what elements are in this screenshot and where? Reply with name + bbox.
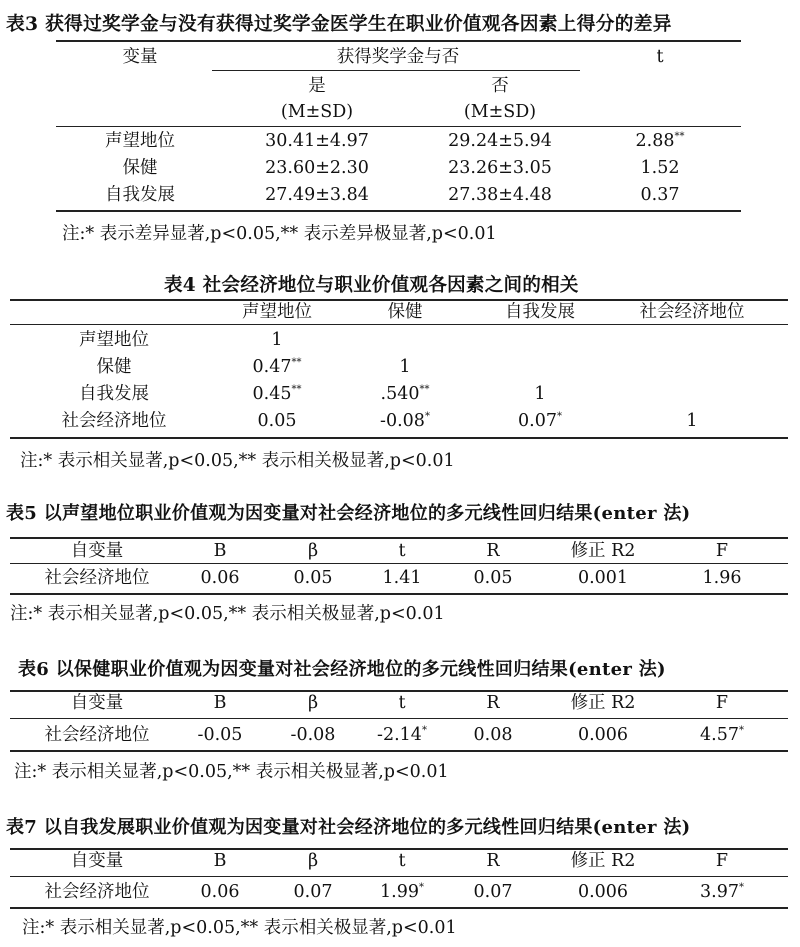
table6-note: 注:* 表示相关显著,p<0.05,** 表示相关极显著,p<0.01: [14, 762, 449, 782]
table7-cell-beta: 0.07: [293, 882, 333, 902]
table5-bottom-rule: [10, 593, 788, 595]
table4-top-rule: [10, 299, 788, 301]
significance-marker: *: [421, 725, 427, 737]
table3-cell-t: [641, 160, 680, 178]
table3-top-rule: [56, 40, 741, 42]
table4-cell: [271, 332, 282, 350]
table3-header-stat-yes: (M±SD): [280, 102, 354, 122]
t-value: 1.99: [380, 882, 419, 902]
table5-row-label: 社会经济地位: [44, 568, 150, 588]
table4-header-col: 保健: [387, 302, 423, 322]
table3-header-t: t: [656, 47, 664, 67]
table6-cell-beta: -0.08: [290, 725, 336, 745]
corr-value: -0.08: [380, 411, 425, 431]
table4-row-label: 社会经济地位: [61, 411, 167, 431]
table6-header-col: R: [486, 693, 500, 713]
table3-header-group: 获得奖学金与否: [336, 47, 460, 67]
table3-group-rule: [212, 70, 580, 71]
significance-marker: *: [738, 882, 744, 894]
table6-bottom-rule: [10, 750, 788, 752]
table6-header-rule: [10, 718, 788, 719]
table5-cell-t: [383, 570, 422, 588]
table4-bottom-rule: [10, 437, 788, 439]
table4-cell: [253, 386, 302, 404]
table4-title: 表4 社会经济地位与职业价值观各因素之间的相关: [164, 275, 579, 296]
table3-bottom-rule: [56, 210, 741, 212]
table7-header-rule: [10, 876, 788, 877]
table3-header-yes: 是: [308, 76, 326, 96]
corr-value: 1: [534, 384, 546, 404]
significance-marker: *: [556, 411, 562, 423]
table3-row-label: 声望地位: [105, 131, 175, 151]
corr-value: 1: [271, 330, 283, 350]
table4-row-label: 保健: [96, 357, 132, 377]
table4-note: 注:* 表示相关显著,p<0.05,** 表示相关极显著,p<0.01: [20, 451, 455, 471]
table5-cell-B: 0.06: [200, 568, 240, 588]
t-value: 2.88: [635, 131, 675, 151]
table5-header-col: F: [715, 541, 729, 561]
f-value: 3.97: [700, 882, 739, 902]
table7-top-rule: [10, 848, 788, 850]
table3-cell-t: [636, 133, 685, 151]
significance-marker: *: [738, 725, 744, 737]
table6-header-col: B: [213, 693, 227, 713]
table6-cell-F: [700, 727, 744, 745]
t-value: -2.14: [377, 725, 422, 745]
table5-cell-beta: 0.05: [293, 568, 333, 588]
table7-row-label: 社会经济地位: [44, 882, 150, 902]
table3-title: 表3 获得过奖学金与没有获得过奖学金医学生在职业价值观各因素上得分的差异: [6, 13, 672, 35]
table7-header-col: 修正 R2: [570, 851, 636, 871]
table3-header-rule: [56, 126, 741, 127]
corr-value: 0.47: [252, 357, 292, 377]
table5-cell-R: 0.05: [473, 568, 513, 588]
table5-cell-F: [703, 570, 742, 588]
table4-cell: [686, 413, 697, 431]
table4-header-rule: [10, 324, 788, 325]
table6-cell-R: 0.08: [473, 725, 513, 745]
table7-title: 表7 以自我发展职业价值观为因变量对社会经济地位的多元线性回归结果(enter 法): [6, 817, 691, 838]
table4-cell: [258, 413, 297, 431]
corr-value: 1: [686, 411, 698, 431]
table7-cell-B: 0.06: [200, 882, 240, 902]
corr-value: 1: [399, 357, 411, 377]
table6-cell-B: -0.05: [197, 725, 243, 745]
table4-header-col: 社会经济地位: [639, 302, 745, 322]
table5-header-col: R: [486, 541, 500, 561]
table5-header-col: β: [307, 541, 319, 561]
corr-value: 0.45: [252, 384, 292, 404]
table4-row-label: 自我发展: [79, 384, 149, 404]
table4-cell: [399, 359, 410, 377]
table5-title: 表5 以声望地位职业价值观为因变量对社会经济地位的多元线性回归结果(enter 法): [6, 503, 691, 524]
table7-header-col: B: [213, 851, 227, 871]
table3-cell-yes: 27.49±3.84: [265, 185, 369, 205]
table3-cell-no: 27.38±4.48: [448, 185, 552, 205]
table4-row-label: 声望地位: [79, 330, 149, 350]
table3-cell-yes: 23.60±2.30: [265, 158, 369, 178]
table6-cell-R2: 0.006: [577, 725, 629, 745]
table6-header-col: β: [307, 693, 319, 713]
t-value: 0.37: [640, 185, 680, 205]
table5-header-col: 自变量: [70, 541, 124, 561]
table6-header-col: 修正 R2: [570, 693, 636, 713]
table4-header-col: 自我发展: [505, 302, 575, 322]
table6-title: 表6 以保健职业价值观为因变量对社会经济地位的多元线性回归结果(enter 法): [18, 659, 666, 680]
table3-note: 注:* 表示差异显著,p<0.05,** 表示差异极显著,p<0.01: [62, 224, 497, 244]
table6-row-label: 社会经济地位: [44, 725, 150, 745]
table3-header-variable: 变量: [122, 47, 158, 67]
table4-cell: [380, 413, 430, 431]
significance-marker: **: [419, 384, 430, 396]
table6-header-col: 自变量: [70, 693, 124, 713]
table6-cell-t: [377, 727, 427, 745]
table7-header-col: t: [398, 851, 406, 871]
table4-cell: [518, 413, 562, 431]
table3-cell-t: [641, 187, 680, 205]
table7-header-col: R: [486, 851, 500, 871]
corr-value: .540: [380, 384, 420, 404]
table4-cell: [381, 386, 430, 404]
significance-marker: **: [674, 131, 685, 143]
f-value: 4.57: [700, 725, 739, 745]
t-value: 1.41: [382, 568, 422, 588]
table7-cell-F: [700, 884, 744, 902]
corr-value: 0.07: [518, 411, 557, 431]
table5-cell-R2: 0.001: [577, 568, 629, 588]
table7-header-col: 自变量: [70, 851, 124, 871]
table6-top-rule: [10, 690, 788, 692]
significance-marker: **: [291, 357, 302, 369]
t-value: 1.52: [640, 158, 680, 178]
significance-marker: *: [424, 411, 430, 423]
corr-value: 0.05: [257, 411, 297, 431]
table3-header-no: 否: [491, 76, 509, 96]
table5-top-rule: [10, 537, 788, 539]
table6-header-col: F: [715, 693, 729, 713]
table7-header-col: F: [715, 851, 729, 871]
table5-header-rule: [10, 563, 788, 564]
table4-cell: [534, 386, 545, 404]
f-value: 1.96: [702, 568, 742, 588]
table3-cell-no: 23.26±3.05: [448, 158, 552, 178]
table5-header-col: 修正 R2: [570, 541, 636, 561]
table7-cell-t: [380, 884, 424, 902]
table5-note: 注:* 表示相关显著,p<0.05,** 表示相关极显著,p<0.01: [10, 604, 445, 624]
table4-cell: [253, 359, 302, 377]
table3-header-stat-no: (M±SD): [463, 102, 537, 122]
table7-header-col: β: [307, 851, 319, 871]
table3-row-label: 保健: [122, 158, 158, 178]
table7-cell-R2: 0.006: [577, 882, 629, 902]
table5-header-col: B: [213, 541, 227, 561]
significance-marker: *: [418, 882, 424, 894]
table3-cell-no: 29.24±5.94: [448, 131, 552, 151]
table3-cell-yes: 30.41±4.97: [265, 131, 369, 151]
significance-marker: **: [291, 384, 302, 396]
table4-header-col: 声望地位: [242, 302, 312, 322]
table7-cell-R: 0.07: [473, 882, 513, 902]
table3-row-label: 自我发展: [105, 185, 175, 205]
table6-header-col: t: [398, 693, 406, 713]
table7-bottom-rule: [10, 907, 788, 909]
table7-note: 注:* 表示相关显著,p<0.05,** 表示相关极显著,p<0.01: [22, 918, 457, 938]
table5-header-col: t: [398, 541, 406, 561]
